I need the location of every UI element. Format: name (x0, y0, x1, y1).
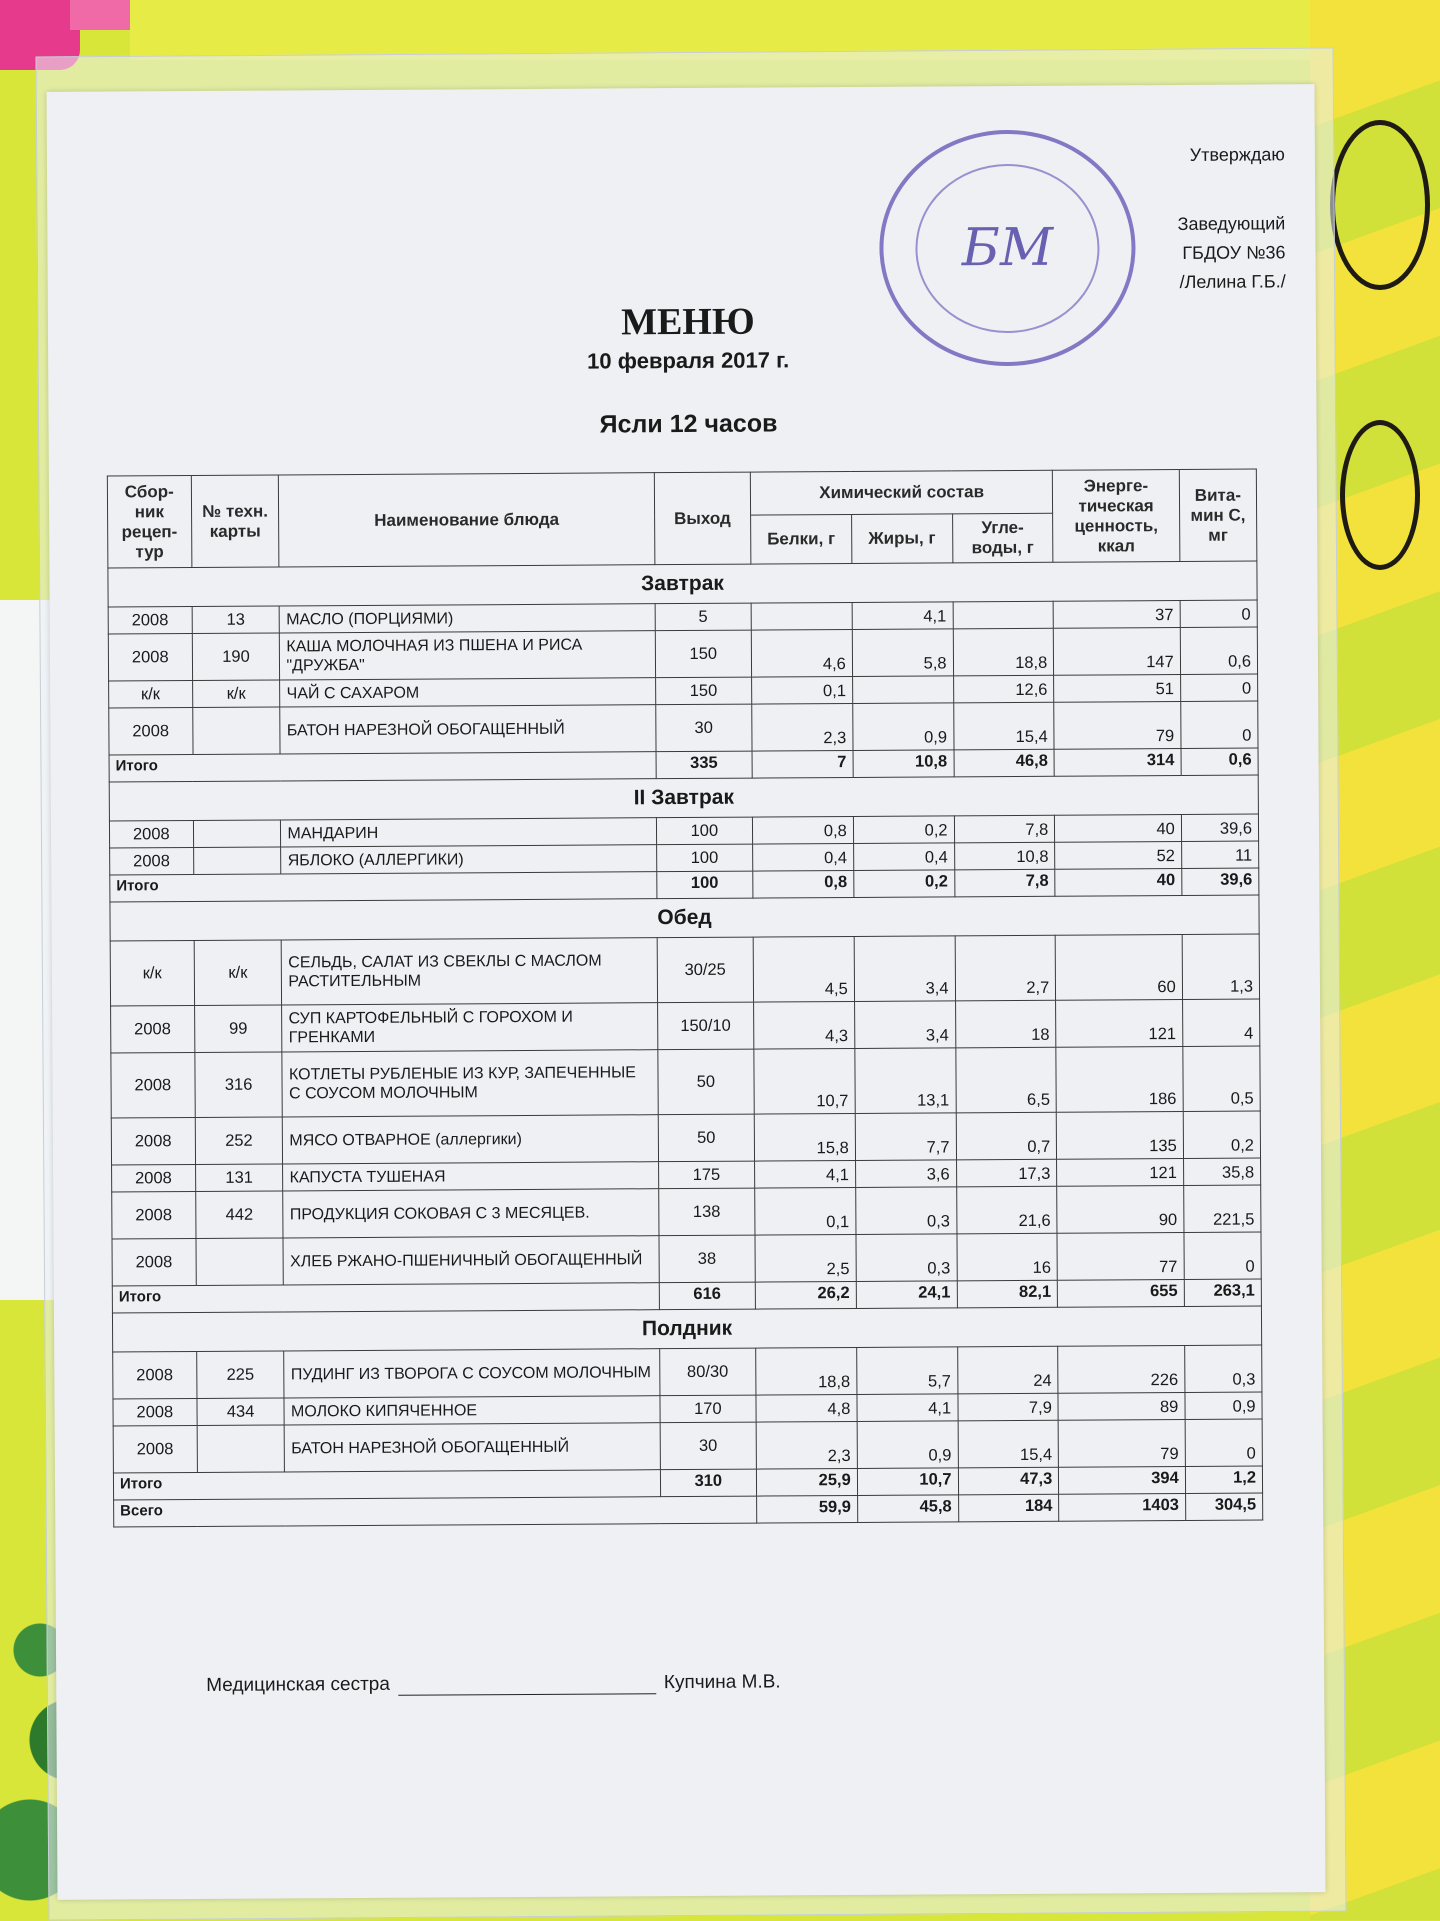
cell-z: 7,7 (855, 1113, 956, 1161)
table-row (108, 627, 1257, 681)
cell-name: МАСЛО (ПОРЦИЯМИ) (280, 604, 655, 633)
cell-b: 4,3 (754, 1001, 855, 1049)
cell-b: 0,4 (753, 843, 854, 871)
cell-z: 4,1 (852, 602, 953, 630)
total-v: 263,1 (1184, 1279, 1261, 1306)
cell-no (193, 820, 281, 848)
cell-e: 121 (1056, 999, 1183, 1047)
cell-u: 17,3 (956, 1159, 1057, 1187)
cell-v: 0 (1181, 701, 1259, 748)
approval-name: /Лелина Г.Б./ (1179, 271, 1286, 292)
cell-sb: 2008 (111, 1006, 195, 1054)
menu-group: Ясли 12 часов (599, 409, 778, 439)
total-e: 655 (1058, 1279, 1185, 1307)
total-out: 616 (659, 1282, 756, 1310)
cell-b: 2,5 (755, 1234, 856, 1282)
cell-no: 252 (195, 1117, 283, 1165)
cell-v: 0,5 (1183, 1046, 1261, 1111)
cell-b: 2,3 (756, 1421, 857, 1469)
cell-sb: к/к (110, 941, 194, 1007)
cell-z: 3,4 (854, 936, 955, 1002)
cell-e: 89 (1058, 1392, 1185, 1420)
cell-out: 30 (655, 704, 752, 752)
total-b: 7 (752, 750, 853, 778)
cell-z: 0,9 (853, 703, 954, 751)
cell-b (751, 602, 852, 630)
cell-b: 0,1 (755, 1187, 856, 1235)
cell-v: 0,9 (1185, 1392, 1262, 1419)
cell-u: 7,8 (954, 815, 1055, 843)
total-z: 10,8 (853, 750, 954, 778)
cell-u: 24 (957, 1346, 1058, 1394)
cell-u: 10,8 (954, 842, 1055, 870)
cell-u: 18 (955, 1000, 1056, 1048)
header-energy: Энерге-тическая ценность, ккал (1053, 469, 1180, 562)
cell-z: 3,6 (855, 1160, 956, 1188)
grand-total-row (114, 1493, 1263, 1527)
cell-b: 4,5 (753, 936, 854, 1002)
header-fat: Жиры, г (851, 514, 952, 564)
menu-table (107, 469, 1263, 1528)
table-row (113, 1419, 1262, 1473)
section-title: Завтрак (108, 561, 1257, 607)
cell-no: 225 (196, 1351, 284, 1399)
total-e: 40 (1055, 868, 1182, 896)
cell-no: 316 (194, 1052, 282, 1118)
cell-out: 150/10 (657, 1002, 754, 1050)
cell-z: 13,1 (855, 1048, 956, 1114)
cell-z: 0,4 (853, 843, 954, 871)
grand-total-v: 304,5 (1185, 1493, 1262, 1520)
cell-name: СУП КАРТОФЕЛЬНЫЙ С ГОРОХОМ И ГРЕНКАМИ (282, 1003, 657, 1052)
total-label: Итого (113, 1470, 660, 1500)
cell-v: 0 (1185, 1419, 1263, 1466)
cell-sb: 2008 (112, 1165, 196, 1193)
cell-b: 10,7 (754, 1048, 855, 1114)
cell-sb: 2008 (110, 848, 194, 876)
table-row (111, 999, 1260, 1053)
total-label: Итого (110, 872, 657, 902)
cell-z: 0,3 (855, 1187, 956, 1235)
cell-v: 39,6 (1181, 814, 1258, 841)
total-b: 0,8 (753, 870, 854, 898)
cell-out: 150 (655, 630, 752, 678)
signature-mark: БМ (915, 163, 1100, 333)
cell-no (192, 707, 280, 755)
cell-u: 18,8 (953, 628, 1054, 676)
cell-u: 0,7 (956, 1112, 1057, 1160)
table-row (109, 701, 1258, 755)
section-title: Обед (110, 895, 1259, 941)
cell-sb: к/к (109, 681, 193, 709)
cell-e: 90 (1057, 1185, 1184, 1233)
cell-no (197, 1425, 285, 1473)
cell-name: МОЛОКО КИПЯЧЕННОЕ (284, 1396, 659, 1425)
total-label: Итого (109, 752, 656, 782)
cell-name: БАТОН НАРЕЗНОЙ ОБОГАЩЕННЫЙ (280, 705, 655, 754)
wall-drawing-shape (1340, 420, 1420, 570)
header-collection: Сбор-ник рецеп-тур (107, 476, 191, 569)
table-row (111, 1111, 1260, 1165)
total-b: 25,9 (756, 1468, 857, 1496)
cell-name: ЯБЛОКО (АЛЛЕРГИКИ) (281, 845, 656, 874)
signature-line (398, 1673, 656, 1696)
cell-no: 442 (195, 1191, 283, 1239)
cell-z: 5,7 (856, 1347, 957, 1395)
cell-u (953, 601, 1054, 629)
total-u: 46,8 (954, 749, 1055, 777)
cell-v: 0,3 (1184, 1345, 1262, 1392)
approval-block (1177, 140, 1286, 297)
approval-title: Утверждаю (1189, 144, 1285, 165)
total-v: 0,6 (1181, 748, 1258, 775)
table-row (110, 934, 1259, 1006)
cell-no: 434 (197, 1398, 285, 1426)
total-out: 335 (656, 751, 753, 779)
cell-z: 4,1 (857, 1394, 958, 1422)
cell-name: ЧАЙ С САХАРОМ (280, 678, 655, 707)
cell-v: 0,6 (1180, 627, 1258, 674)
cell-b: 0,8 (752, 816, 853, 844)
header-carbs: Угле-воды, г (952, 513, 1053, 563)
cell-e: 121 (1057, 1158, 1184, 1186)
cell-name: ПРОДУКЦИЯ СОКОВАЯ С 3 МЕСЯЦЕВ. (283, 1189, 658, 1238)
total-out: 310 (660, 1469, 757, 1497)
grand-total-label: Всего (114, 1496, 757, 1527)
cell-out: 30/25 (657, 937, 754, 1003)
cell-z: 3,4 (854, 1001, 955, 1049)
cell-out: 38 (659, 1235, 756, 1283)
cell-sb: 2008 (111, 1053, 195, 1119)
wall-decoration-pink-2 (70, 0, 130, 30)
approval-position: Заведующий (1177, 213, 1286, 234)
cell-v: 221,5 (1183, 1185, 1261, 1232)
cell-name: МАНДАРИН (281, 818, 656, 847)
cell-e: 186 (1056, 1046, 1183, 1112)
total-u: 7,8 (954, 869, 1055, 897)
grand-total-e: 1403 (1059, 1493, 1186, 1521)
total-z: 24,1 (856, 1281, 957, 1309)
cell-sb: 2008 (112, 1192, 196, 1240)
cell-e: 226 (1058, 1345, 1185, 1393)
header-vitamin: Вита-мин С, мг (1179, 469, 1257, 561)
grand-total-z: 45,8 (857, 1495, 958, 1523)
cell-b: 4,1 (755, 1160, 856, 1188)
cell-name: ПУДИНГ ИЗ ТВОРОГА С СОУСОМ МОЛОЧНЫМ (284, 1349, 659, 1398)
cell-sb: 2008 (108, 634, 192, 682)
cell-no: 131 (195, 1164, 283, 1192)
total-z: 10,7 (857, 1468, 958, 1496)
header-chem: Химический состав (750, 470, 1053, 515)
table-row (113, 1345, 1262, 1399)
cell-e: 52 (1055, 841, 1182, 869)
cell-no: 190 (192, 633, 280, 681)
section-title: Полдник (112, 1306, 1261, 1352)
cell-u: 7,9 (958, 1393, 1059, 1421)
cell-b: 0,1 (752, 676, 853, 704)
page-title: МЕНЮ (620, 300, 755, 344)
menu-table-body (108, 561, 1263, 1527)
cell-out: 80/30 (659, 1348, 756, 1396)
cell-v: 0 (1184, 1232, 1262, 1279)
cell-b: 15,8 (754, 1113, 855, 1161)
cell-no: к/к (194, 940, 282, 1006)
header-output: Выход (654, 472, 751, 565)
nurse-name: Купчина М.В. (663, 1671, 781, 1694)
cell-e: 135 (1057, 1111, 1184, 1159)
cell-name: КОТЛЕТЫ РУБЛЕНЫЕ ИЗ КУР, ЗАПЕЧЕННЫЕ С СОУСОМ МОЛОЧНЫМ (282, 1050, 658, 1117)
table-row (112, 1232, 1261, 1286)
wall-drawing-shape (1330, 120, 1430, 290)
grand-total-u: 184 (958, 1494, 1059, 1522)
grand-total-b: 59,9 (757, 1495, 858, 1523)
signature-footer (206, 1671, 781, 1697)
cell-u: 12,6 (953, 675, 1054, 703)
cell-e: 60 (1055, 934, 1182, 1000)
cell-e: 40 (1055, 814, 1182, 842)
cell-no: к/к (192, 680, 280, 708)
cell-name: ХЛЕБ РЖАНО-ПШЕНИЧНЫЙ ОБОГАЩЕННЫЙ (283, 1236, 658, 1285)
cell-no: 13 (192, 606, 280, 634)
cell-e: 77 (1057, 1232, 1184, 1280)
total-label: Итого (112, 1283, 659, 1313)
menu-sheet (46, 84, 1325, 1900)
cell-out: 150 (655, 677, 752, 705)
cell-b: 4,6 (751, 629, 852, 677)
total-u: 82,1 (957, 1280, 1058, 1308)
cell-e: 147 (1054, 627, 1181, 675)
cell-v: 0 (1180, 674, 1257, 701)
cell-e: 79 (1054, 701, 1181, 749)
header-card-no: № техн. карты (191, 475, 279, 568)
cell-e: 79 (1058, 1419, 1185, 1467)
cell-e: 37 (1053, 600, 1180, 628)
table-row (112, 1185, 1261, 1239)
cell-name: БАТОН НАРЕЗНОЙ ОБОГАЩЕННЫЙ (285, 1423, 660, 1472)
cell-name: КАША МОЛОЧНАЯ ИЗ ПШЕНА И РИСА "ДРУЖБА" (280, 631, 655, 680)
cell-out: 100 (656, 817, 753, 845)
cell-v: 1,3 (1182, 934, 1260, 999)
cell-e: 51 (1054, 674, 1181, 702)
cell-sb: 2008 (112, 1239, 196, 1287)
cell-out: 50 (657, 1049, 754, 1115)
total-z: 0,2 (854, 870, 955, 898)
section-title: II Завтрак (109, 775, 1258, 821)
total-u: 47,3 (958, 1467, 1059, 1495)
cell-out: 100 (656, 844, 753, 872)
approval-institution: ГБДОУ №36 (1182, 242, 1286, 263)
cell-sb: 2008 (109, 821, 193, 849)
cell-v: 4 (1182, 999, 1260, 1046)
cell-out: 138 (658, 1188, 755, 1236)
cell-v: 0 (1180, 600, 1257, 627)
cell-name: КАПУСТА ТУШЕНАЯ (283, 1162, 658, 1191)
cell-sb: 2008 (113, 1398, 197, 1426)
cell-out: 175 (658, 1161, 755, 1189)
cell-u: 15,4 (953, 702, 1054, 750)
cell-sb: 2008 (111, 1118, 195, 1166)
cell-b: 4,8 (756, 1394, 857, 1422)
cell-u: 2,7 (955, 935, 1056, 1001)
total-v: 39,6 (1182, 868, 1259, 895)
cell-sb: 2008 (109, 708, 193, 756)
menu-date: 10 февраля 2017 г. (587, 347, 790, 374)
cell-u: 21,6 (956, 1186, 1057, 1234)
cell-v: 0,2 (1183, 1111, 1261, 1158)
cell-sb: 2008 (113, 1351, 197, 1399)
cell-u: 15,4 (958, 1420, 1059, 1468)
cell-name: СЕЛЬДЬ, САЛАТ ИЗ СВЕКЛЫ С МАСЛОМ РАСТИТЕЛЬНЫМ (282, 938, 658, 1005)
total-e: 394 (1059, 1466, 1186, 1494)
cell-z: 0,2 (853, 816, 954, 844)
cell-z: 0,3 (856, 1234, 957, 1282)
table-row (111, 1046, 1260, 1118)
cell-no (193, 847, 281, 875)
cell-no (196, 1238, 284, 1286)
total-b: 26,2 (755, 1281, 856, 1309)
cell-u: 6,5 (955, 1047, 1056, 1113)
total-e: 314 (1054, 748, 1181, 776)
cell-no: 99 (194, 1005, 282, 1053)
cell-v: 35,8 (1183, 1158, 1260, 1185)
cell-out: 50 (658, 1114, 755, 1162)
total-v: 1,2 (1185, 1466, 1262, 1493)
cell-z: 0,9 (857, 1421, 958, 1469)
total-out: 100 (656, 871, 753, 899)
nurse-role: Медицинская сестра (206, 1673, 390, 1696)
cell-v: 11 (1181, 841, 1258, 868)
header-protein: Белки, г (751, 514, 852, 564)
cell-b: 2,3 (752, 703, 853, 751)
header-dish: Наименование блюда (279, 473, 655, 567)
cell-sb: 2008 (113, 1425, 197, 1473)
cell-b: 18,8 (756, 1347, 857, 1395)
cell-sb: 2008 (108, 607, 192, 635)
cell-z (852, 676, 953, 704)
cell-u: 16 (957, 1233, 1058, 1281)
cell-name: МЯСО ОТВАРНОЕ (аллергики) (283, 1115, 658, 1164)
cell-z: 5,8 (852, 629, 953, 677)
cell-out: 170 (660, 1395, 757, 1423)
cell-out: 30 (660, 1422, 757, 1470)
cell-out: 5 (655, 603, 752, 631)
